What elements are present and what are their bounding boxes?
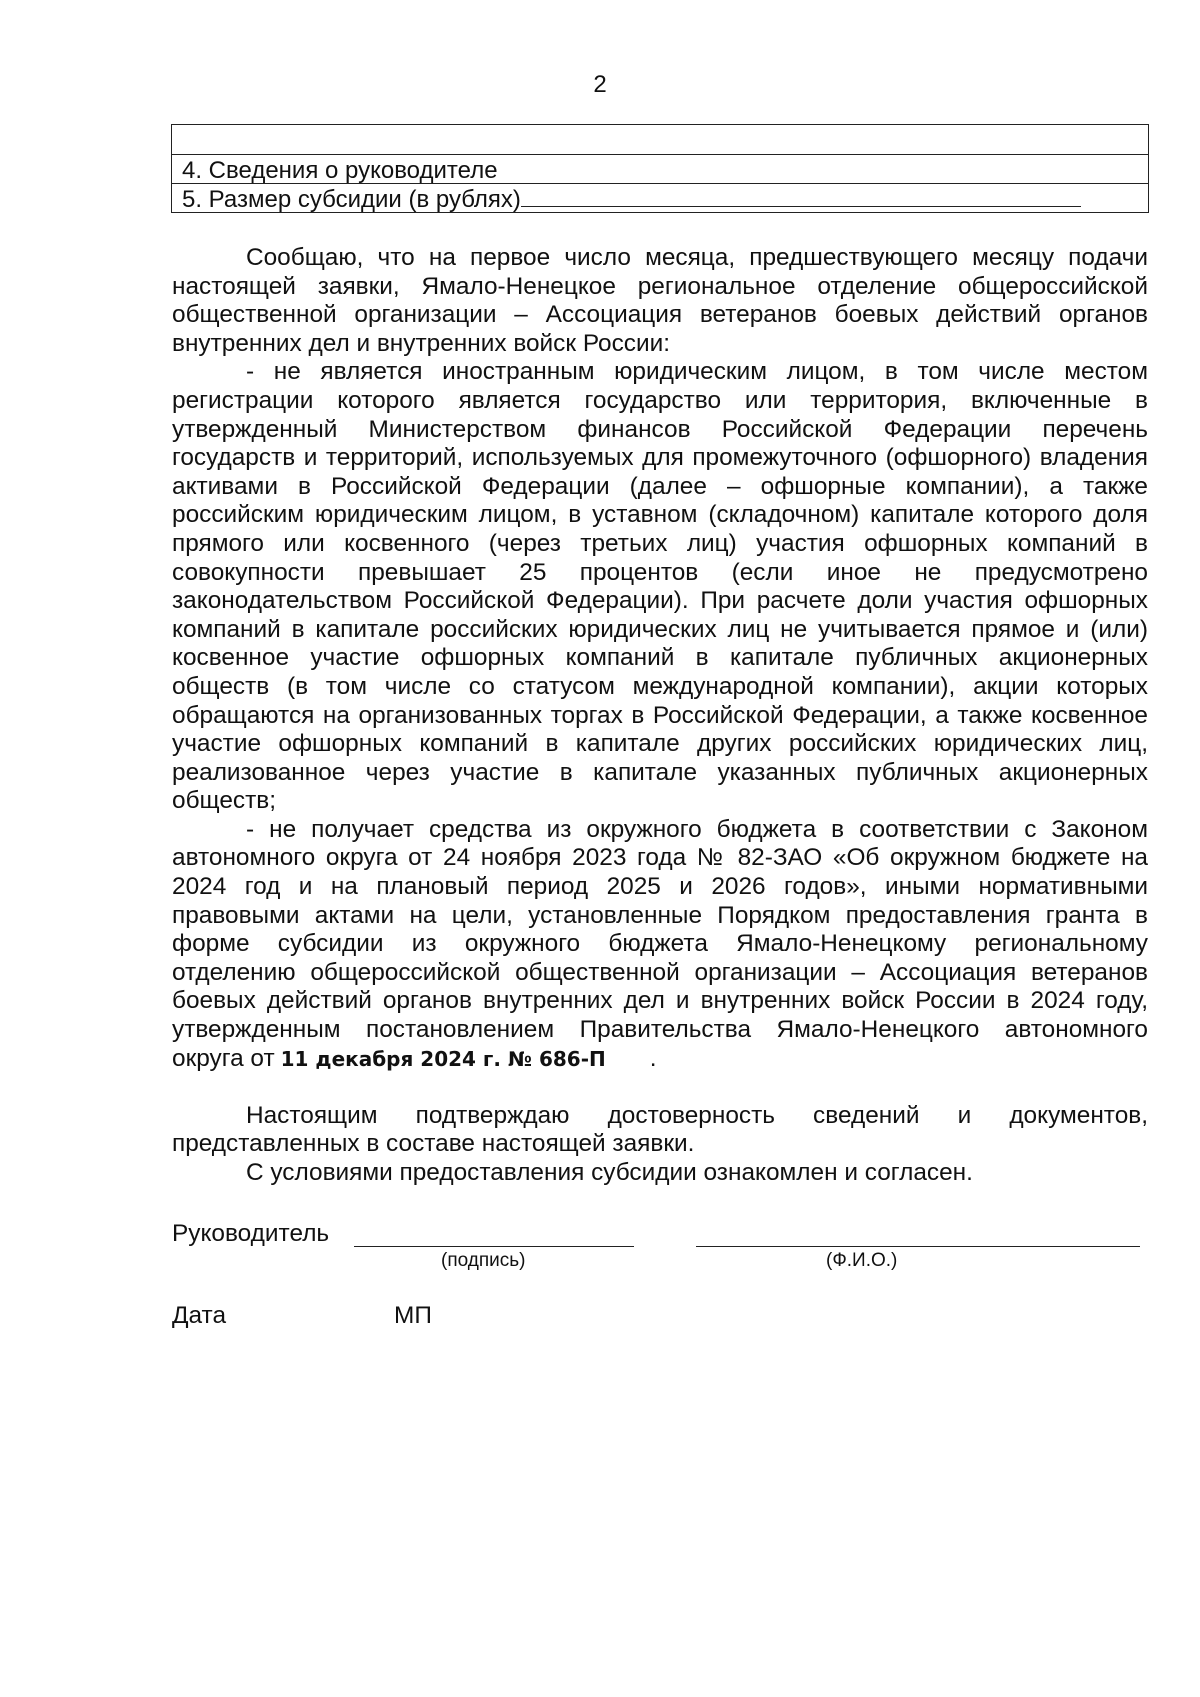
stamp-label: МП bbox=[394, 1302, 432, 1329]
table-cell-blank bbox=[172, 125, 1149, 155]
page-number: 2 bbox=[593, 71, 607, 98]
subsidy-amount-label: 5. Размер субсидии (в рублях) bbox=[182, 186, 521, 213]
signature-caption: (подпись) bbox=[441, 1250, 526, 1271]
fio-caption: (Ф.И.О.) bbox=[826, 1250, 898, 1271]
head-label: Руководитель bbox=[172, 1220, 330, 1247]
budget-clause-text: - не получает средства из окружного бюджета в соответствии с Законом автономного округа от 24 ноября 2023 года № 82-ЗАО «Об окружном бюджете на 2024 год и на плановый период 2025 и 2026 годов», иными нормативными правовыми актами на цели, установленные Порядком предоставления гранта в форме субсидии из окружного бюджета Ямало-Ненецкому региональному отделению общероссийской общественной организации – Ассоциация ветеранов боевых действий органов внутренних дел и внутренних войск России в 2024 году, утвержденным постановлением Правительства Ямало-Ненецкого автономного округа от bbox=[172, 815, 1148, 1072]
statement-intro-paragraph: Сообщаю, что на первое число месяца, предшествующего месяцу подачи настоящей заявки, Ямало-Ненецкое региональное отделение общероссийской общественной организации – Ассоциация ветеранов боевых действий органов внутренних дел и внутренних войск России: bbox=[172, 244, 1148, 357]
statement-body bbox=[172, 244, 1148, 1188]
head-signature-row bbox=[172, 1220, 1148, 1271]
table-row bbox=[172, 155, 1149, 184]
confirmation-paragraph: Настоящим подтверждаю достоверность сведений и документов, представленных в составе настоящей заявки. bbox=[172, 1101, 1148, 1158]
consent-paragraph: С условиями предоставления субсидии ознакомлен и согласен. bbox=[246, 1159, 973, 1186]
budget-clause-paragraph bbox=[172, 816, 1148, 1073]
decree-reference: 11 декабря 2024 г. № 686-П bbox=[280, 1046, 606, 1071]
signature-line bbox=[354, 1246, 634, 1247]
signature-block bbox=[172, 1220, 1148, 1329]
budget-clause-end: . bbox=[649, 1044, 657, 1072]
table-row bbox=[172, 184, 1149, 213]
table-cell-subsidy-amount bbox=[172, 184, 1149, 213]
table-row bbox=[172, 125, 1149, 155]
application-info-table bbox=[171, 124, 1149, 213]
table-cell-head-info: 4. Сведения о руководителе bbox=[172, 155, 1149, 184]
fio-line bbox=[696, 1246, 1140, 1247]
date-label: Дата bbox=[172, 1302, 227, 1329]
subsidy-amount-fill-line bbox=[521, 205, 1081, 207]
offshore-clause-paragraph: - не является иностранным юридическим лицом, в том числе местом регистрации которого является государство или территория, включенные в утвержденный Министерством финансов Российской Федерации перечень государств и территорий, используемых для промежуточного (офшорного) владения активами в Российской Федерации (далее – офшорные компании), а также российским юридическим лицом, в уставном (складочном) капитале которого доля прямого или косвенного (через третьих лиц) участия офшорных компаний в совокупности превышает 25 процентов (если иное не предусмотрено законодательством Российской Федерации). При расчете доли участия офшорных компаний в капитале российских юридических лиц не учитывается прямое и (или) косвенное участие офшорных компаний в капитале публичных акционерных обществ (в том числе со статусом международной компании), акции которых обращаются на организованных торгах в Российской Федерации, а также косвенное участие офшорных компаний в капитале других российских юридических лиц, реализованное через участие в капитале указанных публичных акционерных обществ; bbox=[172, 358, 1148, 815]
